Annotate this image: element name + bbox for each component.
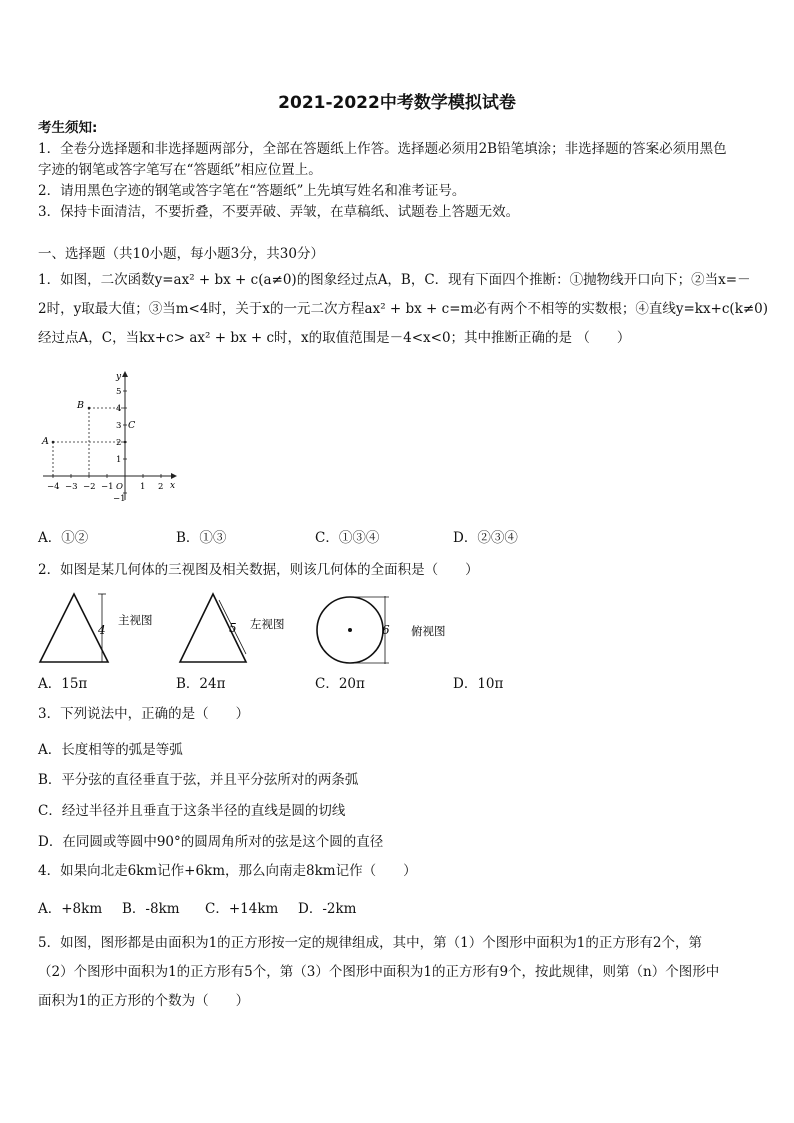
notice-heading: 考生须知: (38, 120, 98, 136)
left-view-label: 左视图 (250, 617, 285, 631)
notice-line: 3．保持卡面清洁，不要折叠，不要弄破、弄皱，在草稿纸、试题卷上答题无效。 (38, 204, 520, 220)
point-B (88, 407, 91, 410)
question-2-views (38, 590, 458, 666)
question-4-text: 4．如果向北走6km记作+6km，那么向南走8km记作（ ） (38, 863, 417, 879)
notice-line: 2．请用黑色字迹的钢笔或答字笔在“答题纸”上先填写姓名和准考证号。 (38, 183, 466, 199)
y-tick-label: −1 (113, 494, 126, 504)
top-view-dim: 6 (382, 623, 390, 637)
question-3-text: 3．下列说法中，正确的是（ ） (38, 706, 250, 722)
top-view-center (348, 628, 352, 632)
point-A-label: A (42, 436, 49, 447)
front-view-label: 主视图 (118, 613, 153, 627)
option-b[interactable]: B．24π (176, 676, 226, 692)
option-b[interactable]: B．平分弦的直径垂直于弦，并且平分弦所对的两条弧 (38, 772, 359, 788)
front-view-dim: 4 (98, 623, 106, 637)
x-tick-label: 1 (140, 482, 146, 492)
question-1-line: 1．如图，二次函数y=ax² + bx + c(a≠0)的图象经过点A，B，C．现有下面四个推断：①抛物线开口向下；②当x=－ (38, 272, 751, 288)
option-d[interactable]: D．②③④ (453, 530, 518, 546)
question-5-line: （2）个图形中面积为1的正方形有5个，第（3）个图形中面积为1的正方形有9个，按此规律，则第（n）个图形中 (38, 964, 720, 980)
question-1-line: 经过点A，C，当kx+c> ax² + bx + c时，x的取值范围是－4<x<0；其中推断正确的是 （ ） (38, 330, 631, 346)
option-a[interactable]: A．①② (38, 530, 89, 546)
option-d[interactable]: D．10π (453, 676, 504, 692)
y-axis-label: y (116, 372, 122, 382)
question-5-line: 面积为1的正方形的个数为（ ） (38, 993, 250, 1009)
point-A (52, 441, 55, 444)
question-1-options (38, 527, 758, 549)
notice-line: 字迹的钢笔或答字笔写在“答题纸”相应位置上。 (38, 162, 322, 178)
point-C-label: C (128, 420, 136, 431)
page-title: 2021-2022中考数学模拟试卷 (278, 93, 516, 113)
option-d[interactable]: D．-2km (298, 901, 357, 917)
question-4-options (38, 898, 758, 920)
question-2 (38, 556, 758, 585)
question-4 (38, 857, 758, 886)
question-3 (38, 700, 758, 729)
option-a[interactable]: A．15π (38, 676, 88, 692)
x-tick-label: 2 (158, 482, 164, 492)
option-c[interactable]: C．20π (315, 676, 365, 692)
notice-block (38, 118, 758, 223)
question-2-options (38, 673, 758, 695)
x-axis-label: x (170, 481, 176, 491)
option-c[interactable]: C．经过半径并且垂直于这条半径的直线是圆的切线 (38, 803, 346, 819)
option-a[interactable]: A．+8km (38, 901, 103, 917)
x-tick-label: O (116, 482, 123, 492)
x-tick-label: −1 (101, 482, 114, 492)
point-B-label: B (77, 400, 84, 411)
x-tick-label: −2 (83, 482, 96, 492)
option-c[interactable]: C．①③④ (315, 530, 380, 546)
section-heading: 一、选择题（共10小题，每小题3分，共30分） (38, 246, 324, 262)
y-tick-label: 4 (116, 404, 122, 414)
question-1-line: 2时，y取最大值；③当m<4时，关于x的一元二次方程ax² + bx + c=m必有两个不相等的实数根；④直线y=kx+c(k≠0) (38, 301, 769, 317)
top-view-label: 俯视图 (411, 624, 446, 638)
option-a[interactable]: A．长度相等的弧是等弧 (38, 742, 183, 758)
option-d[interactable]: D．在同圆或等圆中90°的圆周角所对的弦是这个圆的直径 (38, 834, 384, 850)
left-view-dim: 5 (229, 621, 237, 635)
option-b[interactable]: B．①③ (176, 530, 227, 546)
question-2-text: 2．如图是某几何体的三视图及相关数据，则该几何体的全面积是（ ） (38, 562, 479, 578)
option-c[interactable]: C．+14km (205, 901, 279, 917)
question-5 (38, 929, 758, 1016)
y-tick-label: 1 (116, 455, 122, 465)
question-1-graph (38, 368, 188, 508)
question-5-line: 5．如图，图形都是由面积为1的正方形按一定的规律组成，其中，第（1）个图形中面积为1的正方形有2个，第 (38, 935, 702, 951)
x-tick-label: −3 (65, 482, 78, 492)
point-C (124, 441, 127, 444)
notice-line: 1．全卷分选择题和非选择题两部分，全部在答题纸上作答。选择题必须用2B铅笔填涂；非选择题的答案必须用黑色 (38, 141, 727, 157)
x-tick-label: −4 (47, 482, 60, 492)
y-tick-label: 2 (116, 438, 122, 448)
y-tick-label: 3 (116, 421, 122, 431)
option-b[interactable]: B．-8km (122, 901, 180, 917)
question-1 (38, 266, 769, 353)
y-tick-label: 5 (116, 387, 122, 397)
